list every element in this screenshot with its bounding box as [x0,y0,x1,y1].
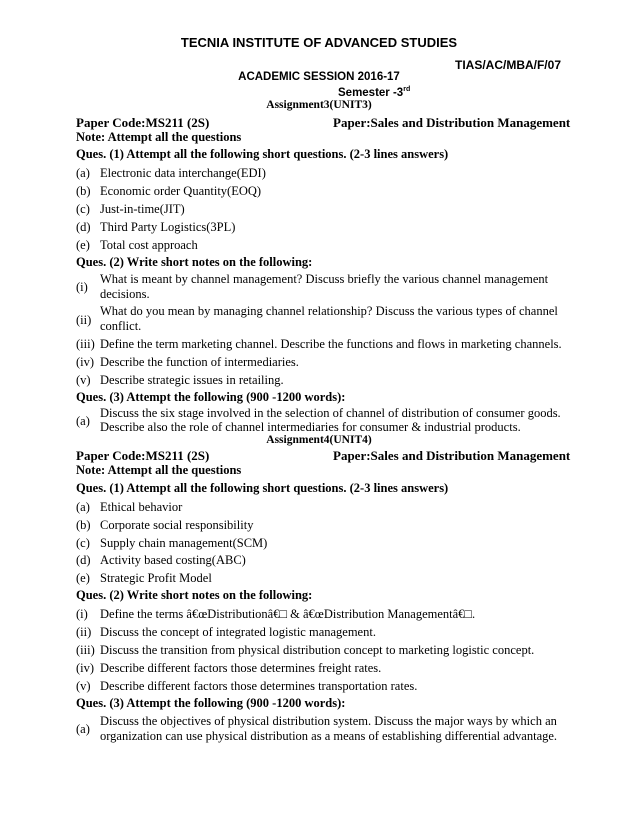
assignment3-q3-heading: Ques. (3) Attempt the following (900 -1200 words): [76,390,346,404]
assignment3-q2-heading: Ques. (2) Write short notes on the following: [76,255,313,269]
assignment4-note: Note: Attempt all the questions [76,463,242,477]
assignment3-paper-name: Paper:Sales and Distribution Management [333,115,571,130]
academic-session: ACADEMIC SESSION 2016-17 [238,71,400,83]
assignment4-paper-name: Paper:Sales and Distribution Management [333,448,571,463]
semester-text: Semester -3 [338,86,404,99]
assignment4-q3-heading: Ques. (3) Attempt the following (900 -1200 words): [76,696,346,710]
semester [338,86,410,99]
assignment4-title: Assignment4(UNIT4) [266,434,372,446]
assignment3-title: Assignment3(UNIT3) [266,99,372,111]
semester-suffix: rd [403,86,411,93]
assignment4-paper-code: Paper Code:MS211 (2S) [76,448,210,463]
assignment4-q1-heading: Ques. (1) Attempt all the following short questions. (2-3 lines answers) [76,481,449,495]
document-page: TECNIA INSTITUTE OF ADVANCED STUDIES TIAS/AC/MBA/F/07 ACADEMIC SESSION 2016-17 Semester -3rd Assignment3(UNIT3) Paper Code:MS211 (2S) Paper:Sales and Distribution Management Note: Attempt all the questions Ques. (1) Attempt all the following short questions. (2-3 lines answers) (a) Electronic data interchange(EDI) (b) Economic order Quantity(EOQ) (c) Just-in-time(JIT) (d) Third Party Logistics(3PL) (e) Total cost approach Ques. (2) Write short notes on the following: (i) What is meant by channel management? Discuss briefly the various channel management decisions. (ii) What do you mean by managing channel relationship? Discuss the various types of channel conflict. (iii) Define the term marketing channel. Describe the functions and flows in marketing channels. (iv) Describe the function of intermediaries. (v) Describe strategic issues in retailing. Ques. (3) Attempt the following (900 -1200 words): (a) Discuss the six stage involved in the selection of channel of distribution of consumer goods. Describe also the role of channel intermediaries for consumer & industrial products. Assignment4(UNIT4) Paper Code:MS211 (2S) Paper:Sales and Distribution Management Note: Attempt all the questions Ques. (1) Attempt all the following short questions. (2-3 lines answers) (a) Ethical behavior (b) Corporate social responsibility (c) Supply chain management(SCM) (d) Activity based costing(ABC) (e) Strategic Profit Model Ques. (2) Write short notes on the following: (i) Define the terms â€œDistributionâ€□ & â€œDistribution Managementâ€□. (ii) Discuss the concept of integrated logistic management. (iii) Discuss the transition from physical distribution concept to marketing logistic concept. (iv) Describe different factors those determines freight rates. (v) Describe different factors those determines transportation rates. Ques. (3) Attempt the following (900 -1200 words): (a) Discuss the objectives of physical distribution system. Discuss the major ways by which an organization can use physical distribution as a means of establishing differential advantage. [0,0,638,826]
assignment3-paper-code: Paper Code:MS211 (2S) [76,115,210,130]
assignment3-note: Note: Attempt all the questions [76,130,242,144]
institute-title: TECNIA INSTITUTE OF ADVANCED STUDIES [180,35,458,50]
assignment3-q1-heading: Ques. (1) Attempt all the following short questions. (2-3 lines answers) [76,147,449,161]
assignment4-q2-heading: Ques. (2) Write short notes on the following: [76,588,313,602]
form-reference: TIAS/AC/MBA/F/07 [454,58,561,72]
